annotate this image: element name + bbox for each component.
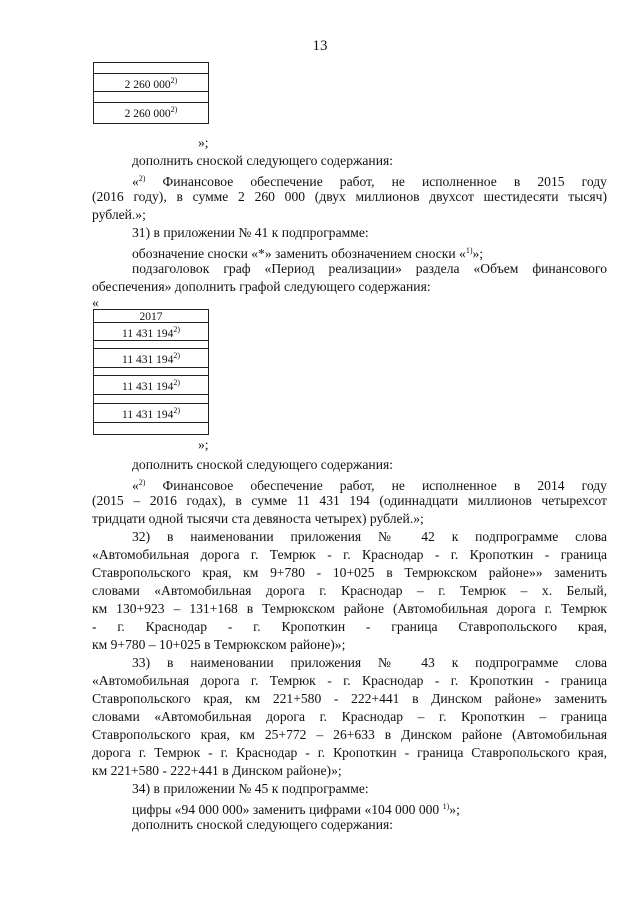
close-quote: »; — [198, 437, 209, 452]
table-2016 — [93, 62, 209, 124]
paragraph-line: цифры «94 000 000» заменить цифрами «104 000 000 $^{1)}$»; — [132, 802, 460, 817]
close-quote: »; — [198, 135, 209, 150]
paragraph-line: 32) в наименовании приложения № 42 к подпрограмме слова — [132, 529, 607, 544]
paragraph-line: обозначение сноски «*» заменить обозначением сноски «$^{1)}$»; — [132, 246, 484, 261]
paragraph-line: «Автомобильная дорога г. Темрюк - г. Краснодар - г. Кропоткин - граница — [92, 547, 607, 562]
paragraph-line: км 9+780 – 10+025 в Темрюкском районе)»; — [92, 637, 346, 652]
paragraph-line: «$^{2)}$ Финансовое обеспечение работ, не исполненное в 2014 году — [132, 478, 607, 493]
paragraph-line: подзаголовок граф «Период реализации» раздела «Объем финансового — [132, 261, 607, 276]
paragraph-line: дорога г. Темрюк - г. Краснодар - г. Кропоткин - граница Ставропольского края, — [92, 745, 607, 760]
paragraph-line: Ставропольского края, км 9+780 - 10+025 в Темрюкском районе»» заменить — [92, 565, 607, 580]
paragraph-line: дополнить сноской следующего содержания: — [132, 817, 394, 832]
paragraph-line: 31) в приложении № 41 к подпрограмме: — [132, 225, 369, 240]
table-cell: 11 431 194$^{2)}$ — [122, 406, 180, 421]
table-2017 — [93, 309, 209, 435]
paragraph-line: 33) в наименовании приложения № 43 к подпрограмме слова — [132, 655, 607, 670]
paragraph-line: км 221+580 - 222+441 в Динском районе)»; — [92, 763, 342, 778]
paragraph-line: словами «Автомобильная дорога г. Краснодар – г. Кропоткин – граница — [92, 709, 607, 724]
table-cell: 11 431 194$^{2)}$ — [122, 378, 180, 393]
paragraph-line: Ставропольского края, км 25+772 – 26+633 в Динском районе (Автомобильная — [92, 727, 607, 742]
table-cell: 11 431 194$^{2)}$ — [122, 351, 180, 366]
paragraph-line: обеспечения» дополнить графой следующего содержания: — [92, 279, 431, 294]
table-header: 2017 — [139, 311, 163, 323]
paragraph-line: (2015 – 2016 годах), в сумме 11 431 194 (одиннадцати миллионов четырехсот — [92, 493, 607, 508]
paragraph-line: дополнить сноской следующего содержания: — [132, 153, 394, 168]
paragraph-line: «$^{2)}$ Финансовое обеспечение работ, не исполненное в 2015 году — [132, 174, 607, 189]
paragraph-line: (2016 году), в сумме 2 260 000 (двух миллионов двухсот шестидесяти тысяч) — [92, 189, 607, 204]
table-cell: 2 260 000$^{2)}$ — [124, 76, 178, 91]
paragraph-line: тридцати одной тысячи ста девяноста четырех) рублей.»; — [92, 511, 424, 526]
paragraph-line: км 130+923 – 131+168 в Темрюкском районе (Автомобильная дорога г. Темрюк — [92, 601, 607, 616]
paragraph-line: дополнить сноской следующего содержания: — [132, 457, 394, 472]
paragraph-line: Ставропольского края, км 221+580 - 222+441 в Динском районе» заменить — [92, 691, 607, 706]
table-cell: 2 260 000$^{2)}$ — [124, 105, 178, 120]
paragraph-line: «Автомобильная дорога г. Темрюк - г. Краснодар - г. Кропоткин - граница — [92, 673, 607, 688]
paragraph-line: 34) в приложении № 45 к подпрограмме: — [132, 781, 369, 796]
table-cell: 11 431 194$^{2)}$ — [122, 325, 180, 340]
open-quote: « — [92, 295, 99, 310]
paragraph-line: - г. Краснодар - г. Кропоткин - граница Ставропольского края, — [92, 619, 607, 634]
paragraph-line: рублей.»; — [92, 207, 146, 222]
page-number: 13 — [312, 38, 328, 54]
paragraph-line: словами «Автомобильная дорога г. Краснодар – г. Темрюк – х. Белый, — [92, 583, 607, 598]
